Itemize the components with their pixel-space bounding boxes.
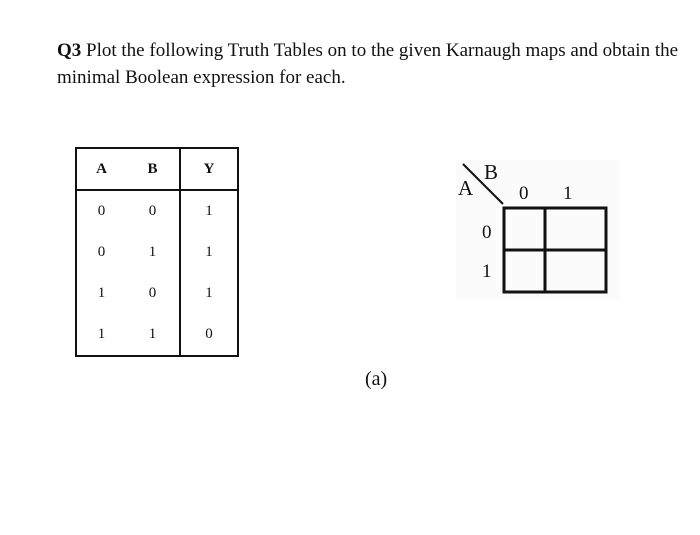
header-a: A (76, 148, 126, 190)
cell-b: 0 (148, 285, 157, 301)
kmap-row-0: 0 (482, 222, 492, 243)
kmap-col-var: B (484, 160, 499, 184)
kmap-col-0: 0 (519, 183, 529, 204)
table-row (76, 314, 238, 356)
subfigure-caption: (a) (365, 368, 388, 390)
cell-a: 0 (97, 203, 106, 219)
cell-y: 1 (180, 232, 238, 273)
cell-b: 1 (148, 326, 157, 342)
question-text (57, 37, 697, 91)
kmap-row-1: 1 (482, 261, 492, 282)
cell-a: 0 (97, 244, 106, 260)
cell-y: 1 (180, 190, 238, 232)
cell-b: 0 (148, 203, 157, 219)
question-number: Q3 (57, 40, 82, 61)
truth-table-header-row (76, 148, 238, 190)
header-y: Y (180, 148, 238, 190)
karnaugh-map (455, 160, 620, 300)
truth-table (75, 147, 239, 357)
cell-a: 1 (97, 326, 106, 342)
cell-y: 0 (180, 314, 238, 356)
kmap-grid (455, 160, 620, 300)
kmap-row-var: A (458, 176, 474, 200)
header-b: B (126, 148, 180, 190)
cell-b: 1 (148, 244, 157, 260)
question-body: Plot the following Truth Tables on to the given Karnaugh maps and obtain the minimal Boolean expression for each. (57, 40, 679, 88)
table-row (76, 190, 238, 232)
kmap-col-1: 1 (563, 183, 573, 204)
table-row (76, 273, 238, 314)
cell-a: 1 (97, 285, 106, 301)
table-row (76, 232, 238, 273)
cell-y: 1 (180, 273, 238, 314)
